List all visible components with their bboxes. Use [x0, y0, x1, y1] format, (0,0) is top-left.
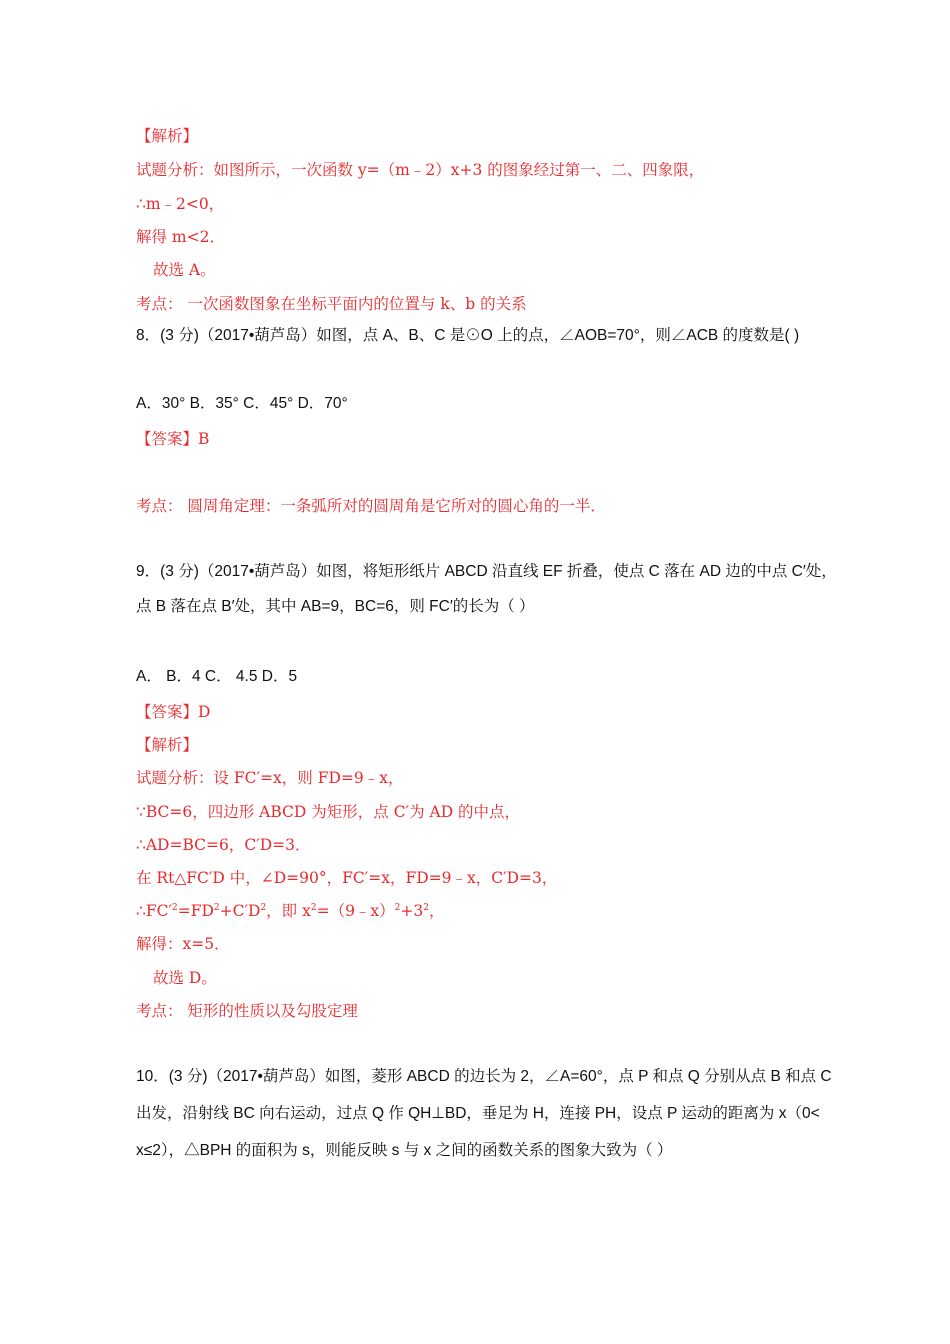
q9-step5-d: ，即 x	[266, 902, 311, 920]
q9-step4: 在 Rt△FC′D 中，∠D=90°，FC′=x，FD=9﹣x，C′D=3，	[136, 869, 558, 887]
q8-answer: 【答案】B	[136, 430, 210, 448]
q9-step5-f: +3	[400, 902, 424, 920]
q9-kaodian: 考点： 矩形的性质以及勾股定理	[136, 1002, 358, 1020]
q7-kaodian: 考点： 一次函数图象在坐标平面内的位置与 k、b 的关系	[136, 295, 527, 313]
q7-jiexi-label: 【解析】	[136, 127, 199, 145]
q7-step1: ∴m﹣2<0，	[136, 195, 225, 213]
q9-question-line1: 9．(3 分)（2017•葫芦岛）如图，将矩形纸片 ABCD 沿直线 EF 折叠，使点 C 落在 AD 边的中点 C′处，	[136, 563, 837, 580]
q7-choice: 故选 A。	[153, 261, 216, 279]
q8-options: A．30° B．35° C．45° D．70°	[136, 395, 348, 412]
q9-step5-b: =FD	[177, 902, 214, 920]
q9-step5-g: ，	[429, 902, 445, 920]
q8-question: 8．(3 分)（2017•葫芦岛）如图，点 A、B、C 是⊙O 上的点，∠AOB=70°，则∠ACB 的度数是( )	[136, 327, 800, 344]
superscript-2: 2	[423, 903, 429, 913]
superscript-2: 2	[394, 903, 401, 913]
q9-step5-c: +C′D	[219, 902, 261, 920]
q9-step6: 解得：x=5．	[136, 935, 230, 953]
q9-jiexi-label: 【解析】	[136, 736, 199, 754]
q8-kaodian: 考点： 圆周角定理：一条弧所对的圆周角是它所对的圆心角的一半．	[136, 497, 606, 515]
q7-analysis: 试题分析：如图所示，一次函数 y=（m﹣2）x+3 的图象经过第一、二、四象限，	[136, 161, 705, 179]
superscript-2: 2	[310, 903, 317, 913]
q7-step2: 解得 m<2．	[136, 228, 225, 246]
q9-step5-a: ∴FC′	[136, 902, 172, 920]
q9-step5	[136, 901, 445, 921]
q9-step1: 试题分析：设 FC′=x，则 FD=9﹣x，	[136, 769, 404, 787]
q9-question-line2: 点 B 落在点 B′处，其中 AB=9，BC=6，则 FC′的长为（ ）	[136, 598, 535, 615]
q10-line2: 出发，沿射线 BC 向右运动，过点 Q 作 QH⊥BD，垂足为 H，连接 PH，设点 P 运动的距离为 x（0<	[136, 1105, 820, 1122]
superscript-2: 2	[260, 903, 267, 913]
superscript-2: 2	[213, 903, 220, 913]
q9-step5-e: =（9﹣x）	[316, 902, 395, 920]
q10-line3: x≤2），△BPH 的面积为 s，则能反映 s 与 x 之间的函数关系的图象大致为（ ）	[136, 1142, 673, 1159]
q10-line1: 10．(3 分)（2017•葫芦岛）如图，菱形 ABCD 的边长为 2，∠A=60°，点 P 和点 Q 分别从点 B 和点 C	[136, 1068, 832, 1085]
q9-answer: 【答案】D	[136, 703, 211, 721]
q9-choice: 故选 D。	[153, 969, 217, 987]
superscript-2: 2	[172, 903, 178, 913]
q9-options: A． B．4 C． 4.5 D．5	[136, 668, 298, 685]
q9-step3: ∴AD=BC=6，C′D=3．	[136, 836, 311, 854]
q9-step2: ∵BC=6，四边形 ABCD 为矩形，点 C′为 AD 的中点，	[136, 803, 521, 821]
